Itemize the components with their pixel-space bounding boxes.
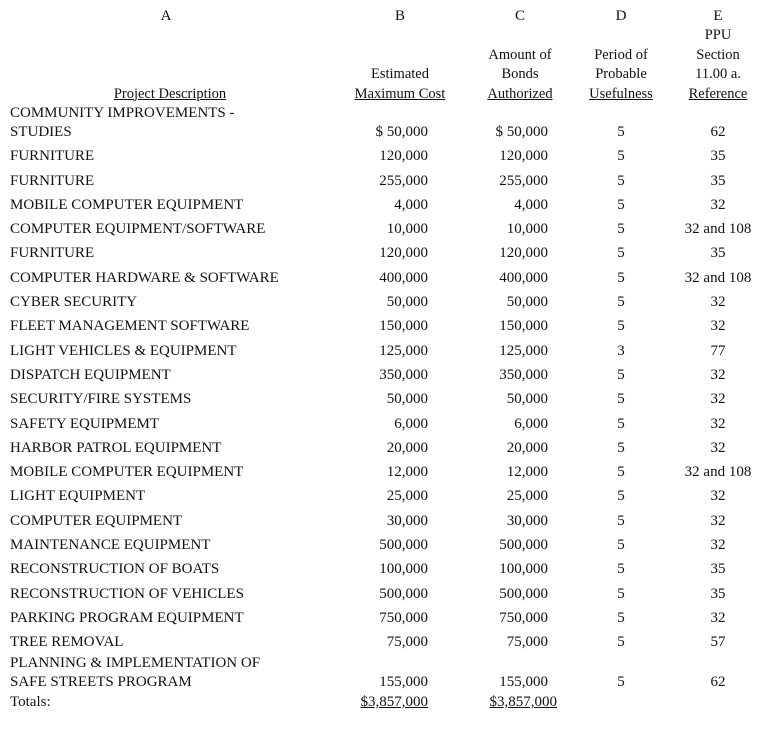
estimated-cost: 125,000 [379,342,428,359]
bonds-authorized: 120,000 [499,245,548,262]
bonds-authorized: 10,000 [506,221,548,238]
estimated-cost: 750,000 [379,609,428,626]
table-row [0,265,779,289]
bonds-authorized: 100,000 [499,561,548,578]
bonds-authorized: 155,000 [499,674,548,691]
header-estimated-cost: Estimated Maximum Cost [354,66,446,102]
table-row [0,363,779,387]
description-line: COMPUTER EQUIPMENT [10,512,183,529]
table-row [0,168,779,192]
ppu-reference: 32 [710,609,726,626]
estimated-cost: 100,000 [379,561,428,578]
description-line: FURNITURE [10,245,95,262]
bonds-authorized: 75,000 [506,634,548,651]
table-row [0,144,779,168]
description-line: FLEET MANAGEMENT SOFTWARE [10,318,250,335]
description-line: CYBER SECURITY [10,294,138,311]
bonds-authorized: 255,000 [499,172,548,189]
table-row [0,314,779,338]
project-description [10,439,340,458]
table-row [0,436,779,460]
bonds-authorized: 30,000 [506,512,548,529]
period-of-usefulness: 5 [617,124,625,140]
estimated-cost: 120,000 [379,148,428,165]
totals-label: Totals: [10,694,51,711]
header-ppu-reference: PPU Section 11.00 a. Reference [688,27,748,102]
table-row [0,460,779,484]
period-of-usefulness: 5 [617,674,625,691]
project-description [10,536,340,555]
description-line: STUDIES [10,124,72,140]
table-row [0,411,779,435]
period-of-usefulness: 5 [617,318,625,335]
description-line: HARBOR PATROL EQUIPMENT [10,439,222,456]
description-line: RECONSTRUCTION OF VEHICLES [10,585,244,602]
period-of-usefulness: 5 [617,245,625,262]
ppu-reference: 32 [710,366,726,383]
column-letter-b: B [394,8,405,24]
ppu-reference: 35 [710,148,726,165]
estimated-cost: 500,000 [379,585,428,602]
description-line: PLANNING & IMPLEMENTATION OF [10,655,261,672]
description-line: COMMUNITY IMPROVEMENTS - [10,105,235,121]
project-description [10,654,340,692]
project-description [10,366,340,385]
bonds-authorized: 350,000 [499,366,548,383]
period-of-usefulness: 5 [617,512,625,529]
ppu-reference: 32 [710,488,726,505]
period-of-usefulness: 5 [617,221,625,238]
bonds-authorized: 50,000 [506,391,548,408]
table-row [0,557,779,581]
estimated-cost: 4,000 [394,196,428,213]
bonds-authorized: 120,000 [499,148,548,165]
total-estimated-cost: $3,857,000 [360,694,428,711]
estimated-cost: 400,000 [379,269,428,286]
totals-row [0,694,779,714]
period-of-usefulness: 5 [617,148,625,165]
period-of-usefulness: 5 [617,172,625,189]
estimated-cost: $ 50,000 [375,124,428,140]
table-row [0,193,779,217]
bonds-authorized: 6,000 [514,415,548,432]
estimated-cost: 20,000 [386,439,428,456]
estimated-cost: 12,000 [386,464,428,481]
table-row [0,654,779,694]
table-row [0,581,779,605]
column-letter-d: D [615,8,627,24]
estimated-cost: 500,000 [379,537,428,554]
project-table [0,104,779,714]
description-line: PARKING PROGRAM EQUIPMENT [10,609,244,626]
estimated-cost: 155,000 [379,674,428,691]
ppu-reference: 32 [710,391,726,408]
project-description [10,487,340,506]
project-description [10,172,340,191]
period-of-usefulness: 5 [617,269,625,286]
period-of-usefulness: 5 [617,634,625,651]
description-line: COMPUTER HARDWARE & SOFTWARE [10,269,279,286]
ppu-reference: 35 [710,245,726,262]
table-row [0,484,779,508]
header-bonds-authorized: Amount of Bonds Authorized [487,46,553,102]
header-period-usefulness: Period of Probable Usefulness [589,46,653,102]
project-description [10,317,340,336]
table-row [0,508,779,532]
estimated-cost: 150,000 [379,318,428,335]
period-of-usefulness: 5 [617,391,625,408]
description-line: SECURITY/FIRE SYSTEMS [10,391,192,408]
ppu-reference: 35 [710,585,726,602]
period-of-usefulness: 5 [617,488,625,505]
period-of-usefulness: 5 [617,585,625,602]
bonds-authorized: 400,000 [499,269,548,286]
description-line: SAFE STREETS PROGRAM [10,674,192,691]
ppu-reference: 32 and 108 [684,464,752,481]
period-of-usefulness: 5 [617,366,625,383]
ppu-reference: 62 [710,124,726,140]
description-line: LIGHT EQUIPMENT [10,488,146,505]
table-row [0,387,779,411]
ppu-reference: 35 [710,561,726,578]
estimated-cost: 50,000 [386,391,428,408]
ppu-reference: 32 [710,294,726,311]
column-letter-e: E [713,8,723,24]
project-description [10,512,340,531]
description-line: MOBILE COMPUTER EQUIPMENT [10,464,244,481]
project-description [10,560,340,579]
period-of-usefulness: 5 [617,464,625,481]
ppu-reference: 32 and 108 [684,221,752,238]
ppu-reference: 32 [710,415,726,432]
table-row [0,241,779,265]
table-row [0,606,779,630]
table-row [0,290,779,314]
table-row [0,630,779,654]
column-letter-a: A [160,8,172,24]
period-of-usefulness: 5 [617,196,625,213]
project-description [10,390,340,409]
bonds-authorized: 500,000 [499,585,548,602]
bonds-authorized: 4,000 [514,196,548,213]
bonds-authorized: 20,000 [506,439,548,456]
project-description [10,609,340,628]
ppu-reference: 77 [710,342,726,359]
table-row [0,104,779,144]
ppu-reference: 32 [710,196,726,213]
estimated-cost: 25,000 [386,488,428,505]
project-description [10,269,340,288]
project-description [10,463,340,482]
column-letter-c: C [514,8,525,24]
period-of-usefulness: 5 [617,294,625,311]
project-description [10,293,340,312]
total-bonds-authorized: $3,857,000 [489,694,557,711]
description-line: COMPUTER EQUIPMENT/SOFTWARE [10,221,266,238]
bonds-authorized: 12,000 [506,464,548,481]
period-of-usefulness: 3 [617,342,625,359]
estimated-cost: 255,000 [379,172,428,189]
ppu-reference: 32 and 108 [684,269,752,286]
project-description [10,342,340,361]
project-description [10,220,340,239]
period-of-usefulness: 5 [617,561,625,578]
bonds-authorized: 125,000 [499,342,548,359]
ppu-reference: 32 [710,439,726,456]
estimated-cost: 120,000 [379,245,428,262]
project-description [10,244,340,263]
bonds-authorized: 750,000 [499,609,548,626]
bonds-authorized: 50,000 [506,294,548,311]
description-line: RECONSTRUCTION OF BOATS [10,561,220,578]
project-description [10,104,340,142]
project-description [10,585,340,604]
description-line: FURNITURE [10,172,95,189]
description-line: SAFETY EQUIPMEMT [10,415,160,432]
period-of-usefulness: 5 [617,415,625,432]
bonds-authorized: 25,000 [506,488,548,505]
estimated-cost: 30,000 [386,512,428,529]
ppu-reference: 32 [710,537,726,554]
table-row [0,533,779,557]
table-row [0,217,779,241]
project-description [10,415,340,434]
description-line: LIGHT VEHICLES & EQUIPMENT [10,342,237,359]
description-line: MOBILE COMPUTER EQUIPMENT [10,196,244,213]
project-description [10,633,340,652]
ppu-reference: 62 [710,674,726,691]
description-line: MAINTENANCE EQUIPMENT [10,537,211,554]
ppu-reference: 32 [710,512,726,529]
project-description [10,147,340,166]
project-description [10,196,340,215]
period-of-usefulness: 5 [617,439,625,456]
description-line: DISPATCH EQUIPMENT [10,366,171,383]
bonds-authorized: 150,000 [499,318,548,335]
ppu-reference: 32 [710,318,726,335]
estimated-cost: 75,000 [386,634,428,651]
period-of-usefulness: 5 [617,537,625,554]
period-of-usefulness: 5 [617,609,625,626]
estimated-cost: 6,000 [394,415,428,432]
description-line: TREE REMOVAL [10,634,124,651]
table-row [0,338,779,362]
bonds-authorized: $ 50,000 [495,124,548,140]
description-line: FURNITURE [10,148,95,165]
estimated-cost: 350,000 [379,366,428,383]
ppu-reference: 57 [710,634,726,651]
header-project-description: Project Description [113,85,227,102]
estimated-cost: 10,000 [386,221,428,238]
estimated-cost: 50,000 [386,294,428,311]
bonds-authorized: 500,000 [499,537,548,554]
ppu-reference: 35 [710,172,726,189]
